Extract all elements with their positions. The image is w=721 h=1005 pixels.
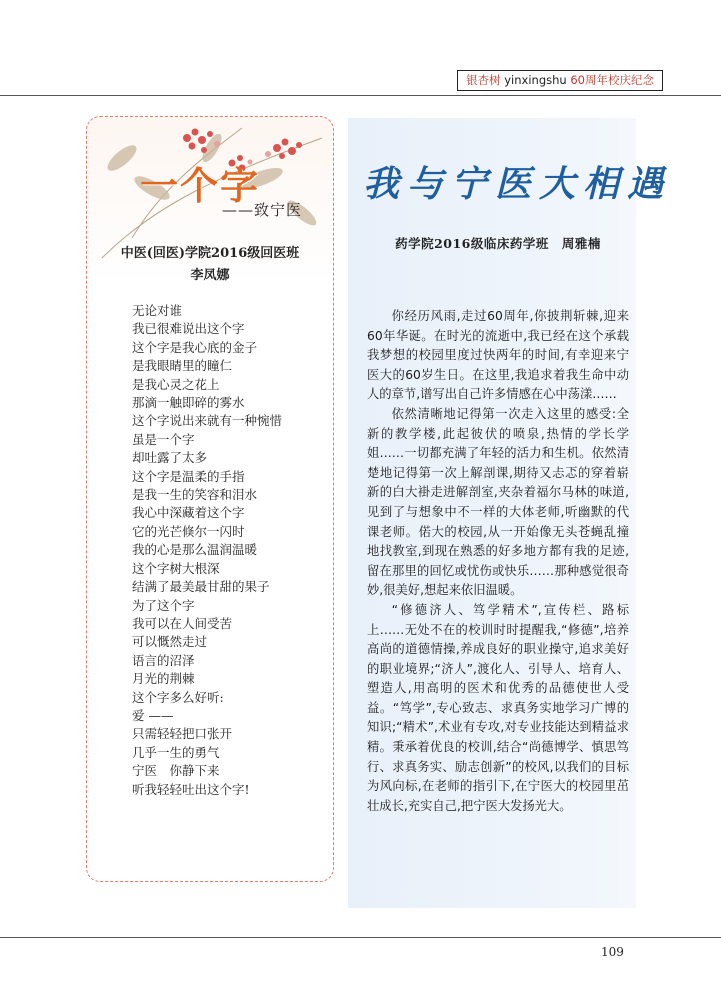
poem-line: 我可以在人间受苦 [132,615,233,631]
poem-line: 是我一生的笑容和泪水 [132,487,258,503]
poem-line: 它的光芒倏尔一闪时 [132,523,245,539]
poem-line: 结满了最美最甘甜的果子 [132,579,270,595]
article-paragraph: “修德济人、笃学精术”,宣传栏、路标上……无处不在的校训时时提醒我,“修德”,培养高尚的道德情操,养成良好的职业操守,追求美好的职业境界;“济人”,渡化人、引导人、培育人、塑造人,用高明的医术和优秀的品德使世人受益。“笃学”,专心致志、求真务实地学习广博的知识;“精术”,术业有专攻,对专业技能达到精益求精。秉承着优良的校训,结合“尚德博学、慎思笃行、求真务实、励志创新”的校风,以我们的目标为风向标,在老师的指引下,在宁医大的校园里茁壮成长,充实自己,把宁医大发扬光大。 [367,602,629,813]
header-magazine-tag [457,70,663,91]
footer-rule [0,937,721,938]
poem-line: 月光的荆棘 [132,671,195,687]
poem-line: 那滴一触即碎的雾水 [132,395,245,411]
poem-body [132,302,282,799]
poem-line: 几乎一生的勇气 [132,744,220,760]
header-latin: yinxingshu [504,73,567,87]
poem-line: 可以慨然走过 [132,634,208,650]
poem-line: 却吐露了太多 [132,450,208,466]
article-body [367,307,629,816]
poem-line: 听我轻轻吐出这个字! [132,781,250,797]
poem-author [100,243,320,287]
poem-line: 这个字多么好听: [132,689,224,705]
header-anniversary: 60周年校庆纪念 [570,73,654,87]
poem-line: 这个字是我心底的金子 [132,339,258,355]
poem-line: 我的心是那么温润温暖 [132,542,258,558]
poem-author-affiliation: 中医(回医)学院2016级回医班 [120,246,300,261]
poem-line: 虽是一个字 [132,431,195,447]
poem-line: 这个字是温柔的手指 [132,468,245,484]
poem-line: 语言的沼泽 [132,652,195,668]
article-paragraph: 你经历风雨,走过60周年,你披荆斩棘,迎来60年华诞。在时光的流逝中,我已经在这个承载我梦想的校园里度过快两年的时间,有幸迎来宁医大的60岁生日。在这里,我追求着我生命中动人的章节,谱写出自己许多情感在心中荡漾…… [367,309,629,402]
poem-line: 是我眼睛里的瞳仁 [132,358,233,374]
poem-line: 我已很难说出这个字 [132,321,245,337]
poem-line: 宁医 你静下来 [132,763,220,779]
page-number: 109 [601,945,624,959]
poem-line: 是我心灵之花上 [132,376,220,392]
header-brand: 银杏树 [466,73,501,87]
poem-line: 无论对谁 [132,303,183,318]
article-author: 药学院2016级临床药学班 周雅楠 [395,236,601,251]
header-rule [0,95,721,96]
poem-title: 一个字 [140,163,261,208]
poem-line: 爱 —— [132,707,174,723]
poem-line: 这个字说出来就有一种惋惜 [132,413,283,429]
poem-author-name: 李凤娜 [190,268,230,283]
poem-line: 这个字树大根深 [132,560,220,576]
poem-line: 只需轻轻把口张开 [132,726,233,742]
poem-subtitle: ——致宁医 [222,201,303,219]
poem-line: 为了这个字 [132,597,195,613]
article-paragraph: 依然清晰地记得第一次走入这里的感受:全新的教学楼,此起彼伏的喷泉,热情的学长学姐……一切都充满了年轻的活力和生机。依然清楚地记得第一次上解剖课,期待又忐忑的穿着崭新的白大褂走进解剖室,夹杂着福尔马林的味道,见到了与想象中不一样的大体老师,听幽默的代课老师。偌大的校园,从一开始像无头苍蝇乱撞地找教室,到现在熟悉的好多地方都有我的足迹,留在那里的回忆或忧伤或快乐……那种感觉很奇妙,很美好,想起来依旧温暖。 [367,406,629,598]
poem-line: 我心中深藏着这个字 [132,505,245,521]
article-title: 我与宁医大相遇 [363,163,672,205]
